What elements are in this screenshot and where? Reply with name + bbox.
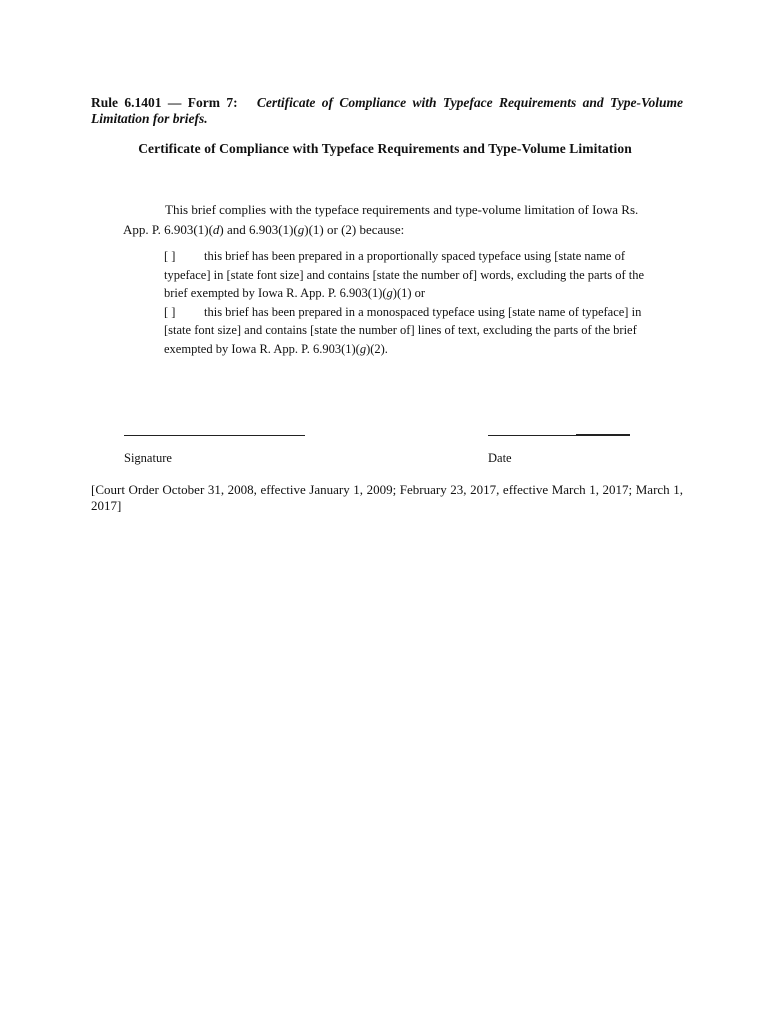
checkbox-monospaced[interactable]: [ ] [164, 304, 176, 319]
rule-form-title: Certificate of Compliance with Typeface Requirements and Type-Volume Limitation for briefs. [91, 95, 684, 126]
date-label: Date [488, 451, 512, 465]
compliance-statement [123, 200, 663, 240]
date-line[interactable] [488, 435, 630, 436]
checkbox-proportional[interactable]: [ ] [164, 249, 176, 263]
compliance-options [164, 247, 659, 359]
intro-text-3: )(1) or (2) because: [304, 222, 405, 237]
option-monospaced-text-2: )(2). [366, 341, 388, 356]
option-monospaced [164, 303, 659, 359]
option-proportional-text-1: this brief has been prepared in a proportionally spaced typeface using [state name of typeface] in [state font size] and contains [state the number of] words, excluding the parts of the brief exempted by Iowa R. App. P. 6.903(1)( [164, 249, 645, 301]
option-proportional-text-2: )(1) or [392, 286, 426, 301]
option-proportional [164, 247, 659, 303]
certificate-title: Certificate of Compliance with Typeface Requirements and Type-Volume Limitation [138, 141, 632, 156]
option-monospaced-text-1: this brief has been prepared in a monospaced typeface using [state name of typeface] in [state font size] and contains [state the number of] lines of text, excluding the parts of the brief exempted by Iowa R. App. P. 6.903(1)( [164, 304, 642, 356]
signature-line[interactable] [124, 435, 305, 436]
option-monospaced-italic-g: g [359, 341, 367, 356]
certificate-form [0, 0, 770, 480]
rule-number: Rule 6.1401 — Form 7: [91, 95, 238, 110]
option-proportional-italic-g: g [386, 286, 393, 301]
signature-label: Signature [124, 451, 172, 465]
intro-italic-g: g [297, 222, 305, 237]
intro-text-2: ) and 6.903(1)( [219, 222, 298, 237]
intro-italic-d: d [212, 222, 220, 237]
intro-text-1: This brief complies with the typeface requirements and type-volume limitation of Iowa Rs. App. P. 6.903(1)( [123, 202, 639, 237]
court-order-citation: [Court Order October 31, 2008, effective January 1, 2009; February 23, 2017, effective March 1, 2017; March 1, 2017] [91, 482, 683, 513]
